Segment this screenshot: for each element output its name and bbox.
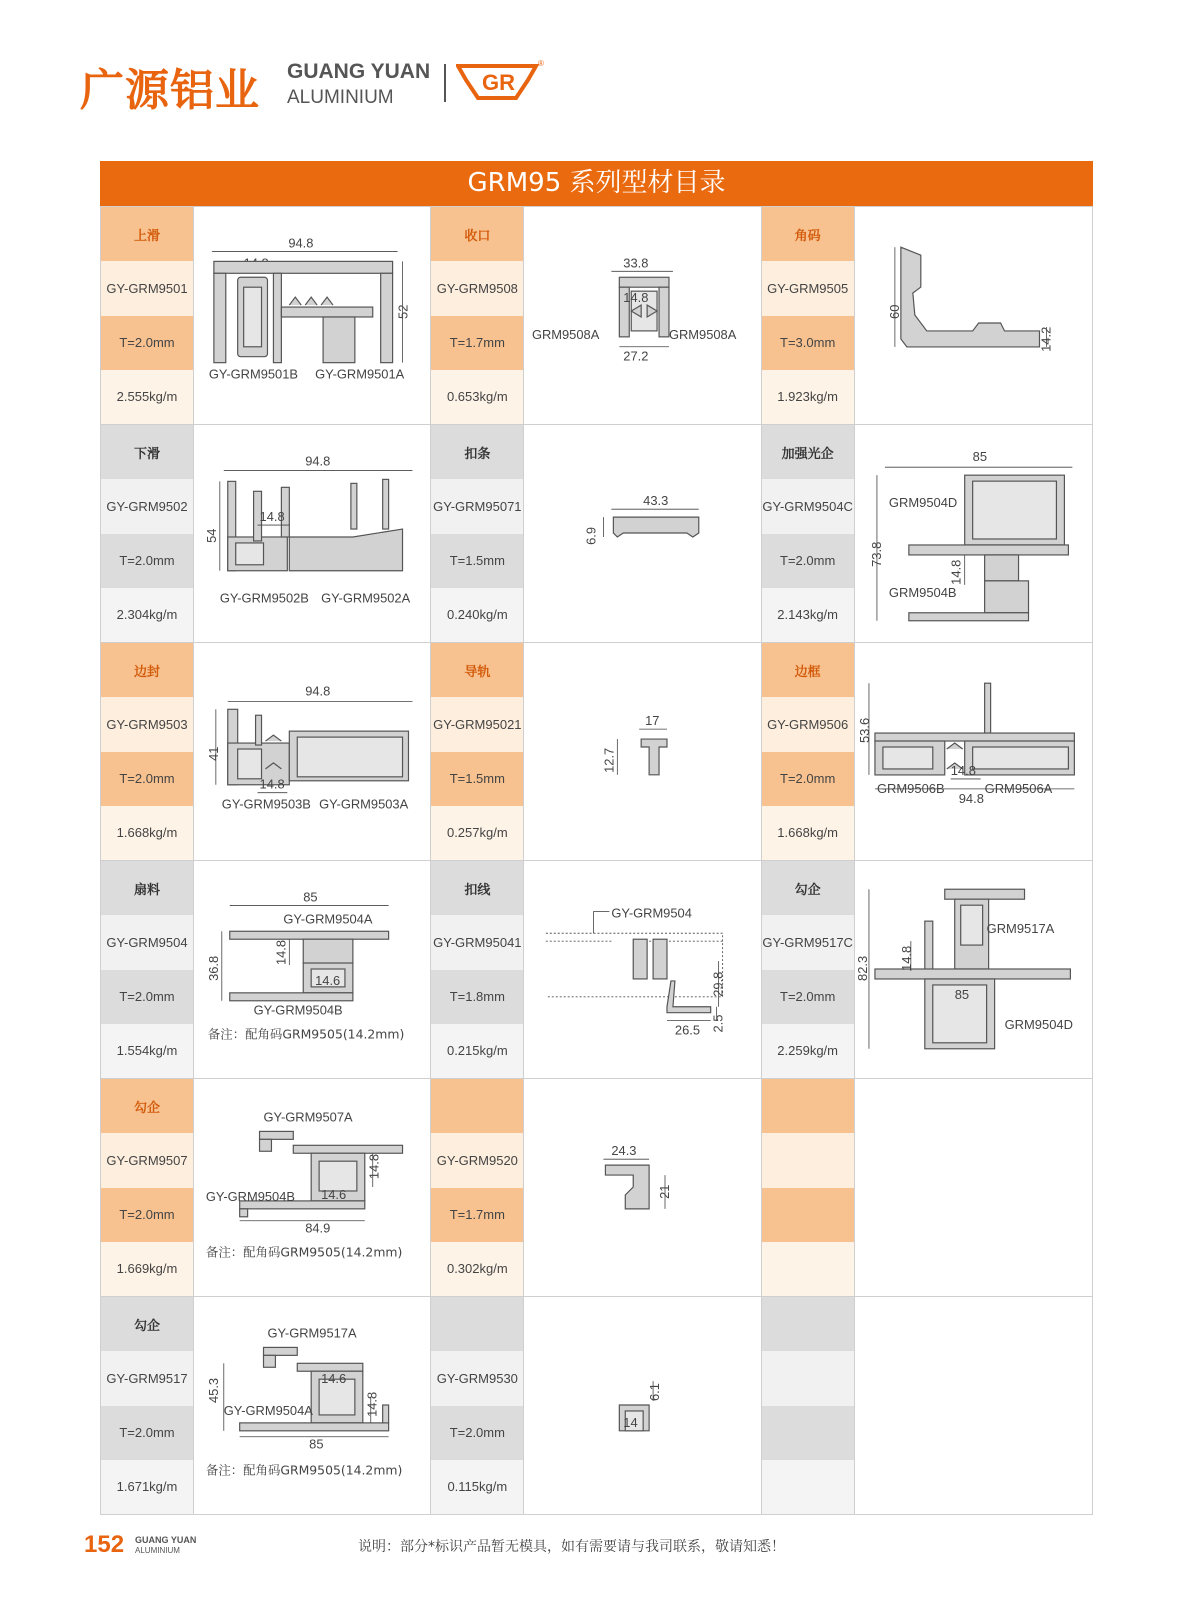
brand-divider [444,64,446,102]
profile-drawing [523,643,760,860]
dim-label: 备注：配角码GRM9505(14.2mm) [205,1244,403,1260]
catalog-rows [100,206,1093,1515]
product-weight: 0.240kg/m [431,588,523,642]
dim-label: 14.8 [273,939,289,966]
brand-name-en-sub: ALUMINIUM [287,87,394,108]
product-code: GY-GRM95041 [431,915,523,969]
product-code: GY-GRM9504 [101,915,193,969]
profile-drawing [854,861,1092,1078]
profile-section-diagram [524,207,760,424]
product-code: GY-GRM9507 [101,1133,193,1187]
product-weight: 0.115kg/m [431,1460,523,1514]
profile-drawing [854,207,1092,424]
product-name [762,1079,854,1133]
dim-label: 14.8 [364,1391,380,1417]
product-cell [762,1297,1092,1514]
catalog-row [101,424,1092,642]
dim-label: 60 [886,304,902,319]
catalog-title: GRM95 系列型材目录 [100,161,1093,206]
product-weight: 0.302kg/m [431,1242,523,1296]
product-thickness: T=2.0mm [101,1406,193,1460]
catalog-row [101,1296,1092,1514]
profile-drawing [193,207,430,424]
product-thickness: T=1.7mm [431,1188,523,1242]
profile-section-diagram [524,1297,760,1514]
product-name: 扇料 [101,861,193,915]
product-cell [101,425,431,642]
product-weight: 1.669kg/m [101,1242,193,1296]
dim-label: GY-GRM9503A [319,796,409,812]
catalog-table [100,161,1093,1515]
dim-label: GY-GRM9504 [611,905,693,921]
dim-label: GY-GRM9502A [321,590,411,606]
product-thickness: T=1.7mm [431,316,523,370]
product-weight: 2.555kg/m [101,370,193,424]
product-code: GY-GRM95071 [431,479,523,533]
dim-label: 94.8 [305,453,331,469]
product-name: 收口 [431,207,523,261]
profile-section-diagram [194,861,430,1078]
dim-label: 73.8 [868,541,884,567]
product-info [762,425,854,642]
profile-section-diagram [855,207,1092,424]
product-thickness: T=2.0mm [101,970,193,1024]
profile-drawing [854,425,1092,642]
profile-section-diagram [194,1079,430,1296]
profile-drawing [523,1079,760,1296]
profile-drawing [193,1297,430,1514]
profile-drawing [854,1079,1092,1296]
dim-label: GY-GRM9502B [219,590,309,606]
dim-label: 94.8 [288,235,314,251]
product-cell [431,425,761,642]
product-thickness: T=2.0mm [762,534,854,588]
product-weight: 1.554kg/m [101,1024,193,1078]
dim-label: 85 [309,1436,324,1452]
dim-label: 2.5 [710,1014,726,1033]
product-code: GY-GRM9530 [431,1351,523,1405]
product-thickness: T=1.5mm [431,534,523,588]
dim-label: 14.8 [259,776,285,792]
dim-label: 82.3 [854,955,870,981]
dim-label: GY-GRM9501A [315,366,405,382]
product-name [431,1079,523,1133]
product-info [762,207,854,424]
product-code: GY-GRM9517 [101,1351,193,1405]
product-info [101,861,193,1078]
product-info [101,1297,193,1514]
product-cell [101,1079,431,1296]
product-code: GY-GRM9520 [431,1133,523,1187]
dim-label: 14.8 [259,509,285,525]
profile-drawing [193,643,430,860]
product-code [762,1351,854,1405]
product-info [431,643,523,860]
catalog-row [101,206,1092,424]
dim-label: 14.8 [950,762,976,778]
dim-label: 14.2 [1038,326,1054,352]
product-thickness [762,1188,854,1242]
product-weight: 2.304kg/m [101,588,193,642]
profile-section-diagram [194,643,430,860]
product-weight [762,1460,854,1514]
product-code: GY-GRM9504C [762,479,854,533]
product-name: 边框 [762,643,854,697]
dim-label: GY-GRM9504A [283,911,373,927]
dim-label: 14 [623,1414,638,1430]
product-thickness: T=3.0mm [762,316,854,370]
dim-label: GRM9504D [1004,1016,1073,1032]
dim-label: 14.6 [321,1186,347,1202]
profile-section-diagram [194,1297,430,1514]
profile-section-diagram [524,425,760,642]
dim-label: 14.8 [898,945,914,971]
product-code: GY-GRM9501 [101,261,193,315]
dim-label: 备注：配角码GRM9505(14.2mm) [207,1026,405,1042]
product-weight: 1.671kg/m [101,1460,193,1514]
brand-name-cn: 广源铝业 [80,65,260,116]
dim-label: 41 [205,746,221,761]
product-thickness: T=2.0mm [101,534,193,588]
product-cell [101,643,431,860]
svg-text:®: ® [538,59,544,68]
dim-label: 54 [203,528,219,543]
profile-section-diagram [194,207,430,424]
product-code: GY-GRM9502 [101,479,193,533]
dim-label: GRM9506A [984,780,1052,796]
product-thickness: T=2.0mm [101,1188,193,1242]
dim-label: 14.6 [321,1371,347,1387]
dim-label: GY-GRM9507A [263,1109,353,1125]
catalog-row [101,1078,1092,1296]
product-code: GY-GRM9517C [762,915,854,969]
profile-drawing [523,1297,760,1514]
dim-label: 6.1 [647,1383,663,1402]
product-cell [431,861,761,1078]
dim-label: 94.8 [958,790,984,806]
product-weight: 0.653kg/m [431,370,523,424]
product-name: 勾企 [101,1297,193,1351]
product-code: GY-GRM9506 [762,697,854,751]
dim-label: GY-GRM9503B [221,796,311,812]
dim-label: 21 [657,1184,673,1199]
product-thickness: T=2.0mm [431,1406,523,1460]
dim-label: 94.8 [305,683,331,699]
profile-section-diagram [524,1079,760,1296]
catalog-row [101,860,1092,1078]
profile-section-diagram [855,1297,1092,1514]
dim-label: 29.8 [710,971,726,997]
product-info [762,861,854,1078]
dim-label: GRM9517A [986,921,1054,937]
dim-label: GRM9506B [876,780,945,796]
product-thickness: T=2.0mm [101,752,193,806]
product-name: 下滑 [101,425,193,479]
profile-drawing [523,425,760,642]
profile-drawing [193,1079,430,1296]
product-info [431,425,523,642]
product-weight: 1.668kg/m [101,806,193,860]
product-info [431,207,523,424]
product-name: 扣线 [431,861,523,915]
product-weight: 1.923kg/m [762,370,854,424]
product-info [762,1297,854,1514]
profile-section-diagram [524,643,760,860]
dim-label: 26.5 [675,1022,701,1038]
product-thickness: T=2.0mm [762,752,854,806]
product-cell [762,425,1092,642]
footer-brand: GUANG YUAN [135,1535,197,1545]
product-name [431,1297,523,1351]
dim-label: 14.8 [623,290,649,306]
dim-label: GY-GRM9517A [267,1325,357,1341]
product-weight: 0.257kg/m [431,806,523,860]
product-name: 勾企 [101,1079,193,1133]
product-info [101,207,193,424]
product-thickness: T=1.8mm [431,970,523,1024]
product-cell [431,643,761,860]
dim-label: 33.8 [623,255,649,271]
product-cell [431,207,761,424]
profile-section-diagram [194,425,430,642]
dim-label: 43.3 [643,493,669,509]
product-weight: 0.215kg/m [431,1024,523,1078]
profile-drawing [523,861,760,1078]
profile-section-diagram [855,1079,1092,1296]
profile-drawing [193,861,430,1078]
product-cell [101,207,431,424]
product-name: 加强光企 [762,425,854,479]
product-cell [762,643,1092,860]
product-weight: 2.259kg/m [762,1024,854,1078]
product-cell [431,1079,761,1296]
product-name: 角码 [762,207,854,261]
dim-label: 85 [303,889,318,905]
profile-drawing [193,425,430,642]
product-thickness: T=2.0mm [101,316,193,370]
dim-label: 45.3 [205,1377,221,1404]
product-info [431,1079,523,1296]
product-code: GY-GRM9508 [431,261,523,315]
product-weight: 2.143kg/m [762,588,854,642]
product-info [431,861,523,1078]
product-cell [101,1297,431,1514]
product-info [101,643,193,860]
dim-label: 14.8 [948,559,964,585]
dim-label: GY-GRM9504A [223,1402,313,1418]
profile-section-diagram [855,861,1092,1078]
product-code [762,1133,854,1187]
product-code: GY-GRM95021 [431,697,523,751]
product-cell [762,861,1092,1078]
profile-section-diagram [524,861,760,1078]
dim-label: GY-GRM9501B [208,366,298,382]
product-cell [431,1297,761,1514]
product-info [762,643,854,860]
product-name [762,1297,854,1351]
dim-label: 27.2 [623,348,649,364]
profile-section-diagram [855,425,1092,642]
footer-note: 说明：部分*标识产品暂无模具，如有需要请与我司联系，敬请知悉！ [358,1539,785,1555]
product-name: 边封 [101,643,193,697]
dim-label: 12.7 [601,747,617,773]
dim-label: 36.8 [205,955,221,981]
dim-label: 85 [972,449,987,465]
dim-label: 52 [395,304,411,319]
product-name: 导轨 [431,643,523,697]
dim-label: 14.8 [366,1153,382,1180]
page-number: 152 [84,1531,125,1558]
catalog-row [101,642,1092,860]
product-info [431,1297,523,1514]
footer-brand-sub: ALUMINIUM [135,1546,180,1555]
dim-label: 14.6 [315,972,341,988]
product-info [762,1079,854,1296]
dim-label: GRM9504B [888,584,957,600]
product-weight: 1.668kg/m [762,806,854,860]
product-cell [762,207,1092,424]
profile-drawing [523,207,760,424]
profile-section-diagram [855,643,1092,860]
product-info [101,1079,193,1296]
product-thickness [762,1406,854,1460]
dim-label: 84.9 [305,1220,331,1236]
product-cell [101,861,431,1078]
product-cell [762,1079,1092,1296]
brand-name-en: GUANG YUAN [287,60,431,83]
profile-drawing [854,643,1092,860]
product-code: GY-GRM9503 [101,697,193,751]
dim-label: GRM9508A [532,326,600,342]
product-code: GY-GRM9505 [762,261,854,315]
product-name: 勾企 [762,861,854,915]
product-weight [762,1242,854,1296]
dim-label: GRM9504D [888,495,957,511]
brand-logo-icon [456,58,548,106]
dim-label: GY-GRM9504B [253,1002,343,1018]
dim-label: 6.9 [583,526,599,545]
product-thickness: T=2.0mm [762,970,854,1024]
product-info [101,425,193,642]
dim-label: 24.3 [611,1143,637,1159]
dim-label: GY-GRM9504B [205,1188,296,1204]
profile-drawing [854,1297,1092,1514]
dim-label: 53.6 [856,717,872,744]
dim-label: GRM9508A [669,326,737,342]
dim-label: 备注：配角码GRM9505(14.2mm) [205,1462,403,1478]
product-name: 上滑 [101,207,193,261]
dim-label: 85 [954,986,969,1002]
product-name: 扣条 [431,425,523,479]
svg-text:GR: GR [482,70,515,95]
dim-label: 17 [645,713,660,729]
product-thickness: T=1.5mm [431,752,523,806]
